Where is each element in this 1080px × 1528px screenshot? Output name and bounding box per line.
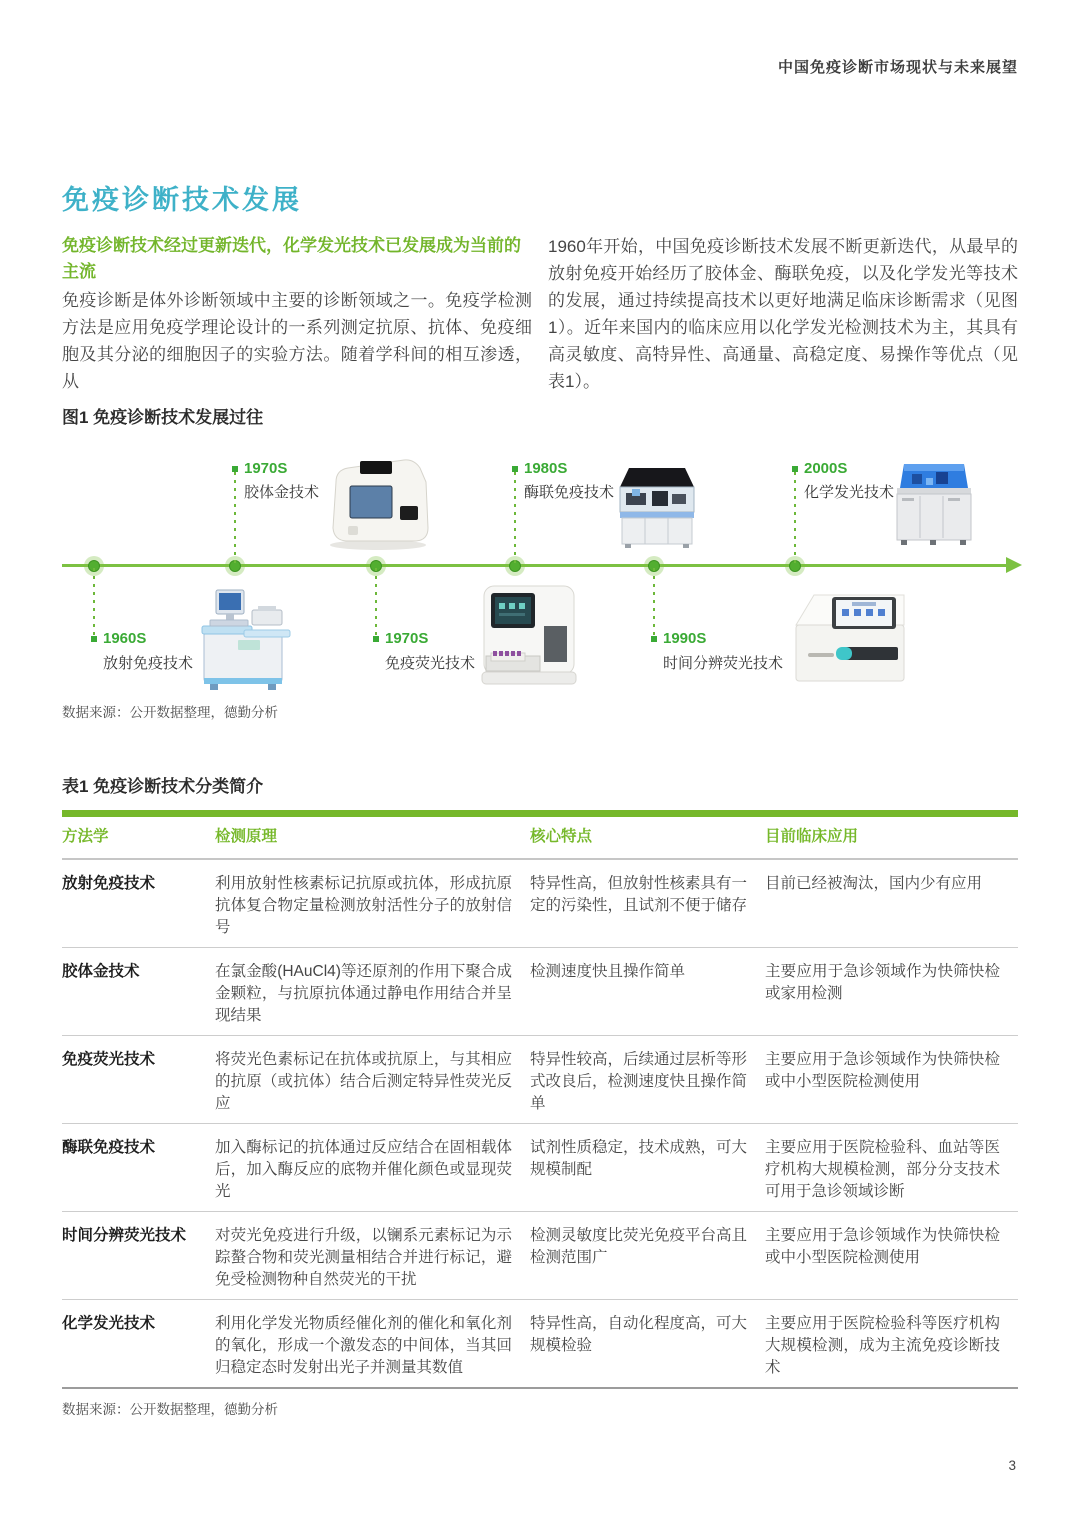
dotted-connector (93, 568, 95, 636)
milestone-bullet (373, 636, 379, 642)
table-row (62, 1124, 1018, 1212)
section-subtitle: 免疫诊断技术经过更新迭代，化学发光技术已发展成为当前的主流 (62, 236, 521, 281)
table-row (62, 1212, 1018, 1300)
time-resolved-fluorescence-analyzer-image (786, 583, 916, 704)
table1-source: 数据来源：公开数据整理，德勤分析 (62, 1402, 278, 1417)
cell-features: 特异性高，自动化程度高，可大规模检验 (530, 1315, 748, 1354)
dotted-connector (794, 472, 796, 564)
milestone-decade: 1970S (385, 630, 429, 647)
milestone-decade: 1970S (244, 460, 288, 477)
milestone-bullet (512, 466, 518, 472)
cell-features: 检测速度快且操作简单 (530, 963, 686, 980)
table-row (62, 948, 1018, 1036)
cell-application: 主要应用于医院检验科等医疗机构大规模检测，成为主流免疫诊断技术 (765, 1315, 1000, 1376)
cell-principle: 利用化学发光物质经催化剂的催化和氧化剂的氧化，形成一个激发态的中间体，当其回归稳定态时发射出光子并测量其数值 (215, 1315, 512, 1376)
column-header-application: 目前临床应用 (765, 828, 859, 845)
column-header-principle: 检测原理 (215, 828, 278, 845)
colloidal-gold-analyzer-image (318, 448, 440, 559)
milestone-label: 化学发光技术 (804, 484, 895, 501)
page-number: 3 (1008, 1458, 1016, 1473)
milestone-label: 时间分辨荧光技术 (663, 655, 784, 672)
dotted-connector (653, 568, 655, 636)
radioimmunoassay-workstation-image (192, 582, 294, 699)
milestone-label: 放射免疫技术 (103, 655, 194, 672)
cell-features: 检测灵敏度比荧光免疫平台高且检测范围广 (530, 1227, 748, 1266)
milestone-label: 酶联免疫技术 (524, 484, 615, 501)
dotted-connector (234, 472, 236, 564)
cell-application: 主要应用于急诊领域作为快筛快检或中小型医院检测使用 (765, 1051, 1000, 1090)
table1 (62, 810, 1018, 1389)
chemiluminescence-analyzer-image (888, 456, 980, 555)
timeline-arrow-icon (1006, 557, 1022, 573)
milestone-label: 胶体金技术 (244, 484, 320, 501)
figure1-source: 数据来源：公开数据整理，德勤分析 (62, 705, 278, 720)
cell-principle: 对荧光免疫进行升级，以镧系元素标记为示踪螯合物和荧光测量相结合并进行标记，避免受检测物种自然荧光的干扰 (215, 1227, 512, 1288)
table-top-border (62, 810, 1018, 817)
cell-method: 时间分辨荧光技术 (62, 1227, 187, 1244)
cell-features: 特异性高，但放射性核素具有一定的污染性，且试剂不便于储存 (530, 875, 748, 914)
dotted-connector (514, 472, 516, 564)
column-header-features: 核心特点 (530, 828, 593, 845)
elisa-analyzer-image (612, 460, 702, 555)
cell-principle: 加入酶标记的抗体通过反应结合在固相载体后，加入酶反应的底物并催化颜色或显现荧光 (215, 1139, 512, 1200)
cell-principle: 将荧光色素标记在抗体或抗原上，与其相应的抗原（或抗体）结合后测定特异性荧光反应 (215, 1051, 512, 1112)
milestone-bullet (232, 466, 238, 472)
dotted-connector (375, 568, 377, 636)
cell-features: 特异性较高，后续通过层析等形式改良后，检测速度快且操作简单 (530, 1051, 748, 1112)
immunofluorescence-analyzer-image (476, 576, 582, 699)
cell-method: 化学发光技术 (62, 1315, 156, 1332)
table-row (62, 860, 1018, 948)
running-header: 中国免疫诊断市场现状与未来展望 (777, 59, 1018, 76)
cell-application: 主要应用于急诊领域作为快筛快检或中小型医院检测使用 (765, 1227, 1000, 1266)
table1-title: 表1 免疫诊断技术分类简介 (62, 777, 264, 796)
cell-method: 胶体金技术 (62, 963, 140, 980)
milestone-decade: 2000S (804, 460, 848, 477)
table-row (62, 1300, 1018, 1389)
milestone-label: 免疫荧光技术 (385, 655, 476, 672)
milestone-bullet (651, 636, 657, 642)
figure1-title: 图1 免疫诊断技术发展过往 (62, 408, 264, 427)
cell-application: 主要应用于急诊领域作为快筛快检或家用检测 (765, 963, 1000, 1002)
cell-method: 免疫荧光技术 (62, 1051, 156, 1068)
milestone-bullet (91, 636, 97, 642)
cell-method: 放射免疫技术 (62, 875, 156, 892)
cell-application: 主要应用于医院检验科、血站等医疗机构大规模检测，部分分支技术可用于急诊领域诊断 (765, 1139, 1000, 1200)
figure1-timeline (62, 440, 1020, 698)
cell-principle: 在氯金酸(HAuCl4)等还原剂的作用下聚合成金颗粒，与抗原抗体通过静电作用结合并呈现结果 (215, 963, 512, 1024)
intro-paragraph-right: 1960年开始，中国免疫诊断技术发展不断更新迭代，从最早的放射免疫开始经历了胶体金、酶联免疫，以及化学发光等技术的发展，通过持续提高技术以更好地满足临床诊断需求（见图1）。近年来国内的临床应用以化学发光检测技术为主，其具有高灵敏度、高特异性、高通量、高稳定度、易操作等优点（见表1）。 (548, 237, 1018, 391)
milestone-decade: 1990S (663, 630, 707, 647)
cell-features: 试剂性质稳定，技术成熟，可大规模制配 (530, 1139, 748, 1178)
milestone-bullet (792, 466, 798, 472)
cell-application: 目前已经被淘汰，国内少有应用 (765, 875, 983, 892)
intro-paragraph-left: 免疫诊断是体外诊断领域中主要的诊断领域之一。免疫学检测方法是应用免疫学理论设计的一系列测定抗原、抗体、免疫细胞及其分泌的细胞因子的实验方法。随着学科间的相互渗透，从 (62, 291, 532, 391)
section-title: 免疫诊断技术发展 (62, 185, 302, 215)
cell-method: 酶联免疫技术 (62, 1139, 156, 1156)
table-row (62, 1036, 1018, 1124)
column-header-method: 方法学 (62, 828, 109, 845)
table-header-row (62, 817, 1018, 860)
cell-principle: 利用放射性核素标记抗原或抗体，形成抗原抗体复合物定量检测放射活性分子的放射信号 (215, 875, 512, 936)
milestone-decade: 1960S (103, 630, 147, 647)
milestone-decade: 1980S (524, 460, 568, 477)
